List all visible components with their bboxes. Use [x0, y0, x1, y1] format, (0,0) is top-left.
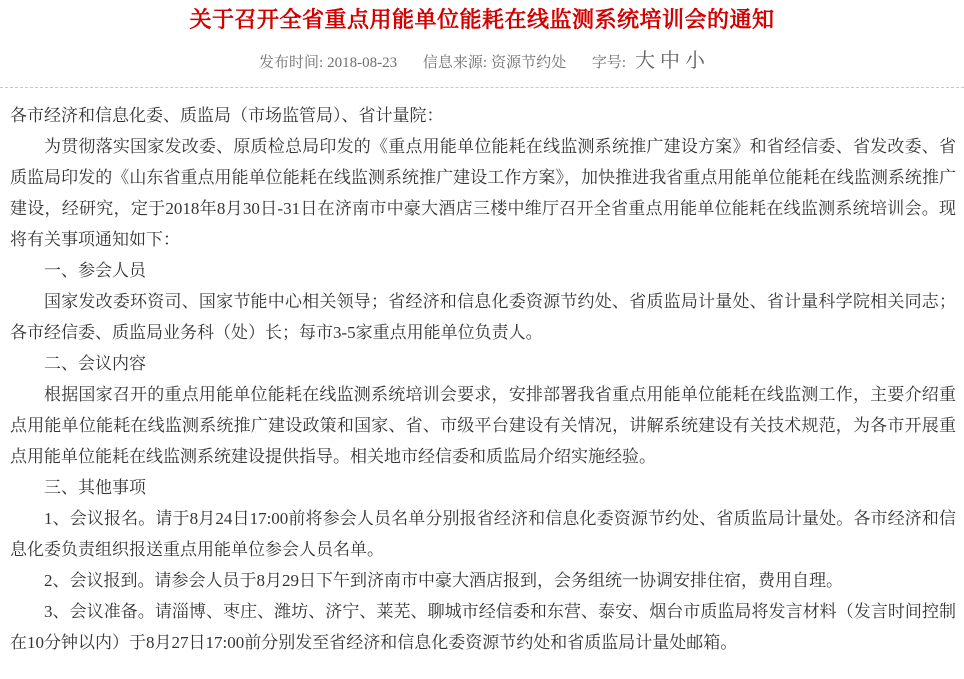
section-1-paragraph: 国家发改委环资司、国家节能中心相关领导；省经济和信息化委资源节约处、省质监局计量处、省计量科学院相关同志；各市经信委、质监局业务科（处）长；每市3-5家重点用能单位负责人。: [10, 292, 956, 342]
publish-time-label: 发布时间:: [258, 55, 324, 71]
page-title: 关于召开全省重点用能单位能耗在线监测系统培训会的通知: [189, 7, 775, 32]
salutation-paragraph: 各市经济和信息化委、质监局（市场监管局）、省计量院：: [10, 106, 444, 125]
publish-time-group: [259, 55, 397, 71]
font-size-group: [591, 50, 706, 72]
section-3-item-1: 1、会议报名。请于8月24日17:00前将参会人员名单分别报省经济和信息化委资源节约处、省质监局计量处。各市经济和信息化委负责组织报送重点用能单位参会人员名单。: [10, 509, 956, 559]
section-3-item-3: 3、会议准备。请淄博、枣庄、潍坊、济宁、莱芜、聊城市经信委和东营、泰安、烟台市质监局将发言材料（发言时间控制在10分钟以内）于8月27日17:00前分别发至省经济和信息化委资源节约处和省质监局计量处邮箱。: [10, 602, 956, 652]
font-size-label: 字号:: [591, 55, 627, 71]
font-size-large-link[interactable]: 大: [635, 50, 656, 72]
intro-paragraph: 为贯彻落实国家发改委、原质检总局印发的《重点用能单位能耗在线监测系统推广建设方案》和省经信委、省发改委、省质监局印发的《山东省重点用能单位能耗在线监测系统推广建设工作方案》，加快推进我省重点用能单位能耗在线监测系统推广建设，经研究，定于2018年8月30日-31日在济南市中豪大酒店三楼中维厅召开全省重点用能单位能耗在线监测系统培训会。现将有关事项通知如下：: [10, 137, 956, 249]
source-value: 资源节约处: [491, 55, 567, 71]
section-2-paragraph: 根据国家召开的重点用能单位能耗在线监测系统培训会要求，安排部署我省重点用能单位能耗在线监测工作，主要介绍重点用能单位能耗在线监测系统推广建设政策和国家、省、市级平台建设有关情况，讲解系统建设有关技术规范，为各市开展重点用能单位能耗在线监测系统建设提供指导。相关地市经信委和质监局介绍实施经验。: [10, 385, 956, 466]
source-group: [423, 55, 566, 71]
publish-time-value: 2018-08-23: [327, 55, 398, 71]
section-3-item-2: 2、会议报到。请参会人员于8月29日下午到济南市中豪大酒店报到，会务组统一协调安排住宿，费用自理。: [44, 571, 843, 590]
font-size-medium-link[interactable]: 中: [660, 50, 681, 72]
source-label: 信息来源:: [422, 55, 488, 71]
meta-bar: [0, 50, 964, 74]
notice-header: [0, 0, 964, 74]
section-1-heading: 一、参会人员: [44, 261, 146, 280]
section-3-heading: 三、其他事项: [44, 478, 146, 497]
notice-body: [0, 88, 964, 658]
section-2-heading: 二、会议内容: [44, 354, 146, 373]
font-size-small-link[interactable]: 小: [685, 50, 706, 72]
